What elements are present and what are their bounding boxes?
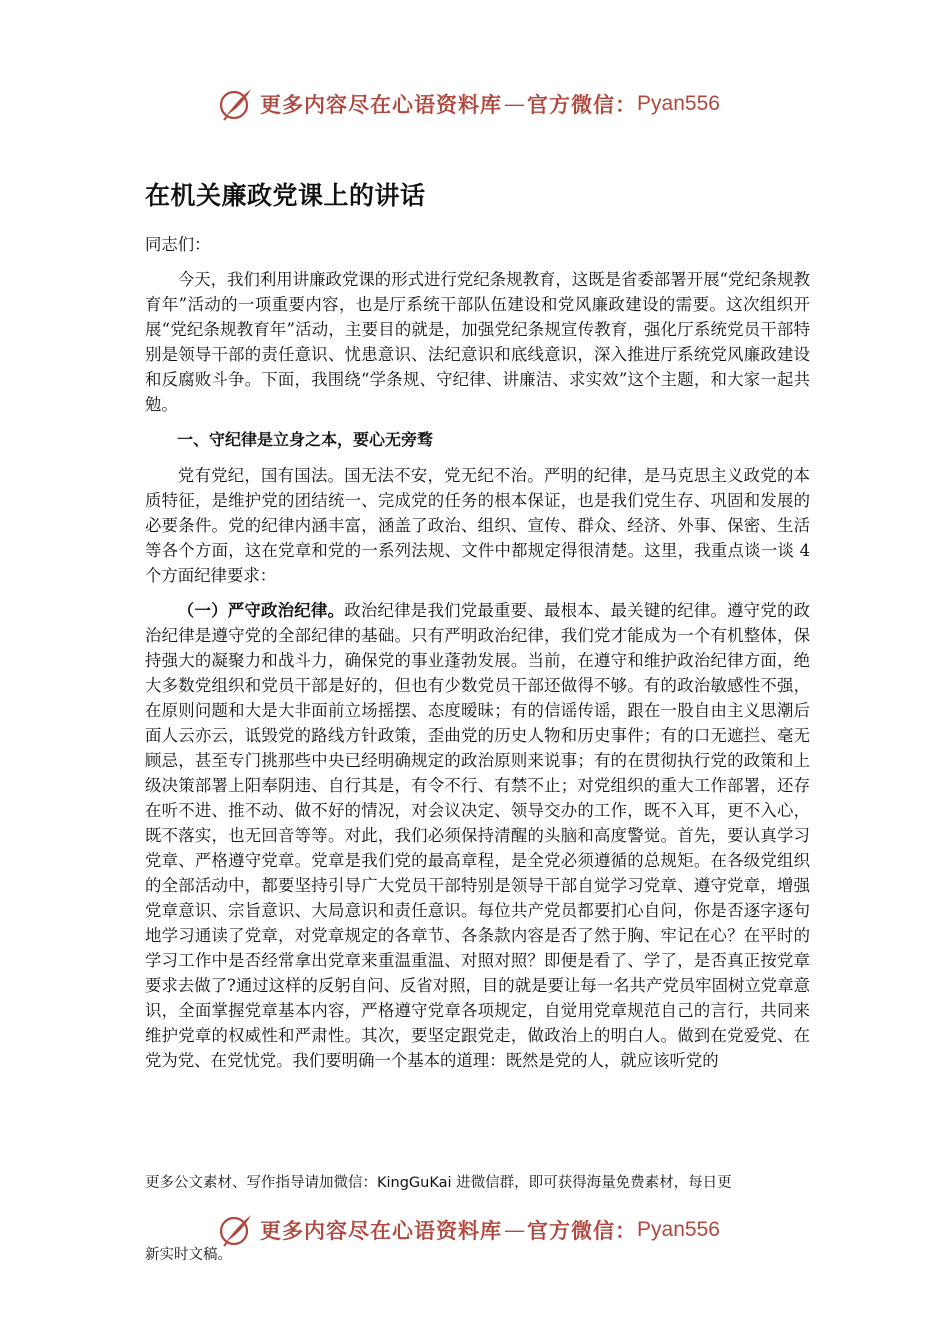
subsection-1-heading: （一）严守政治纪律。 xyxy=(177,601,345,620)
watermark-site-text: 更多内容尽在心语资料库 xyxy=(260,1218,503,1243)
watermark-wechat-label: 官方微信： xyxy=(527,92,638,117)
watermark-banner-top xyxy=(0,84,950,124)
watermark-dash: — xyxy=(504,92,526,116)
section-1-paragraph: 党有党纪，国有国法。国无法不安，党无纪不治。严明的纪律，是马克思主义政党的本质特征，是维护党的团结统一、完成党的任务的根本保证，也是我们党生存、巩固和发展的必要条件。党的纪律内涵丰富，涵盖了政治、组织、宣传、群众、经济、外事、保密、生活等各个方面，这在党章和党的一系列法规、文件中都规定得很清楚。这里，我重点谈一谈 4 个方面纪律要求： xyxy=(145,466,810,585)
document-body xyxy=(145,232,810,1143)
document-title: 在机关廉政党课上的讲话 xyxy=(145,181,426,210)
watermark-wechat-label: 官方微信： xyxy=(527,1218,638,1243)
quill-pen-circle-icon xyxy=(218,1212,254,1248)
section-1-heading: 一、守纪律是立身之本，要心无旁骛 xyxy=(177,430,434,449)
subsection-1-text: 政治纪律是我们党最重要、最根本、最关键的纪律。遵守党的政治纪律是遵守党的全部纪律的基础。只有严明政治纪律，我们党才能成为一个有机整体，保持强大的凝聚力和战斗力，确保党的事业蓬勃发展。当前，在遵守和维护政治纪律方面，绝大多数党组织和党员干部是好的，但也有少数党员干部还做得不够。有的政治敏感性不强，在原则问题和大是大非面前立场摇摆、态度暧昧；有的信谣传谣，跟在一股自由主义思潮后面人云亦云，诋毁党的路线方针政策，歪曲党的历史人物和历史事件；有的口无遮拦、毫无顾忌，甚至专门挑那些中央已经明确规定的政治原则来说事；有的在贯彻执行党的政策和上级决策部署上阳奉阴违、自行其是，有令不行、有禁不止；对党组织的重大工作部署，还存在听不进、推不动、做不好的情况，对会议决定、领导交办的工作，既不入耳，更不入心，既不落实，也无回音等等。对此，我们必须保持清醒的头脑和高度警觉。首先，要认真学习党章、严格遵守党章。党章是我们党的最高章程，是全党必须遵循的总规矩。在各级党组织的全部活动中，都要坚持引导广大党员干部特别是领导干部自觉学习党章、遵守党章，增强党章意识、宗旨意识、大局意识和责任意识。每位共产党员都要扪心自问，你是否逐字逐句地学习通读了党章，对党章规定的各章节、各条款内容是否了然于胸、牢记在心？在平时的学习工作中是否经常拿出党章来重温重温、对照对照？即便是看了、学了，是否真正按党章要求去做了?通过这样的反躬自问、反省对照，目的就是要让每一名共产党员牢固树立党章意识，全面掌握党章基本内容，严格遵守党章各项规定，自觉用党章规范自己的言行，共同来维护党章的权威性和严肃性。其次，要坚定跟党走，做政治上的明白人。做到在党爱党、在党为党、在党忧党。我们要明确一个基本的道理：既然是党的人，就应该听党的 xyxy=(145,601,810,1070)
footer-tail: 新实时文稿。 xyxy=(145,1247,232,1263)
subsection-1-paragraph xyxy=(145,598,810,1143)
watermark-site-text: 更多内容尽在心语资料库 xyxy=(260,92,503,117)
greeting: 同志们： xyxy=(145,235,211,254)
watermark-dash: — xyxy=(504,1218,526,1242)
footer-note: 更多公文素材、写作指导请加微信：KingGuKai 进微信群，即可获得海量免费素材，每日更 xyxy=(145,1175,732,1191)
watermark-account: Pyan556 xyxy=(637,1218,720,1241)
watermark-account: Pyan556 xyxy=(637,92,720,115)
intro-paragraph: 今天，我们利用讲廉政党课的形式进行党纪条规教育，这既是省委部署开展“党纪条规教育年”活动的一项重要内容，也是厅系统干部队伍建设和党风廉政建设的需要。这次组织开展“党纪条规教育年”活动，主要目的就是，加强党纪条规宣传教育，强化厅系统党员干部特别是领导干部的责任意识、忧患意识、法纪意识和底线意识，深入推进厅系统党风廉政建设和反腐败斗争。下面，我围绕“学条规、守纪律、讲廉洁、求实效”这个主题，和大家一起共勉。 xyxy=(145,270,810,414)
quill-pen-circle-icon xyxy=(218,86,254,122)
